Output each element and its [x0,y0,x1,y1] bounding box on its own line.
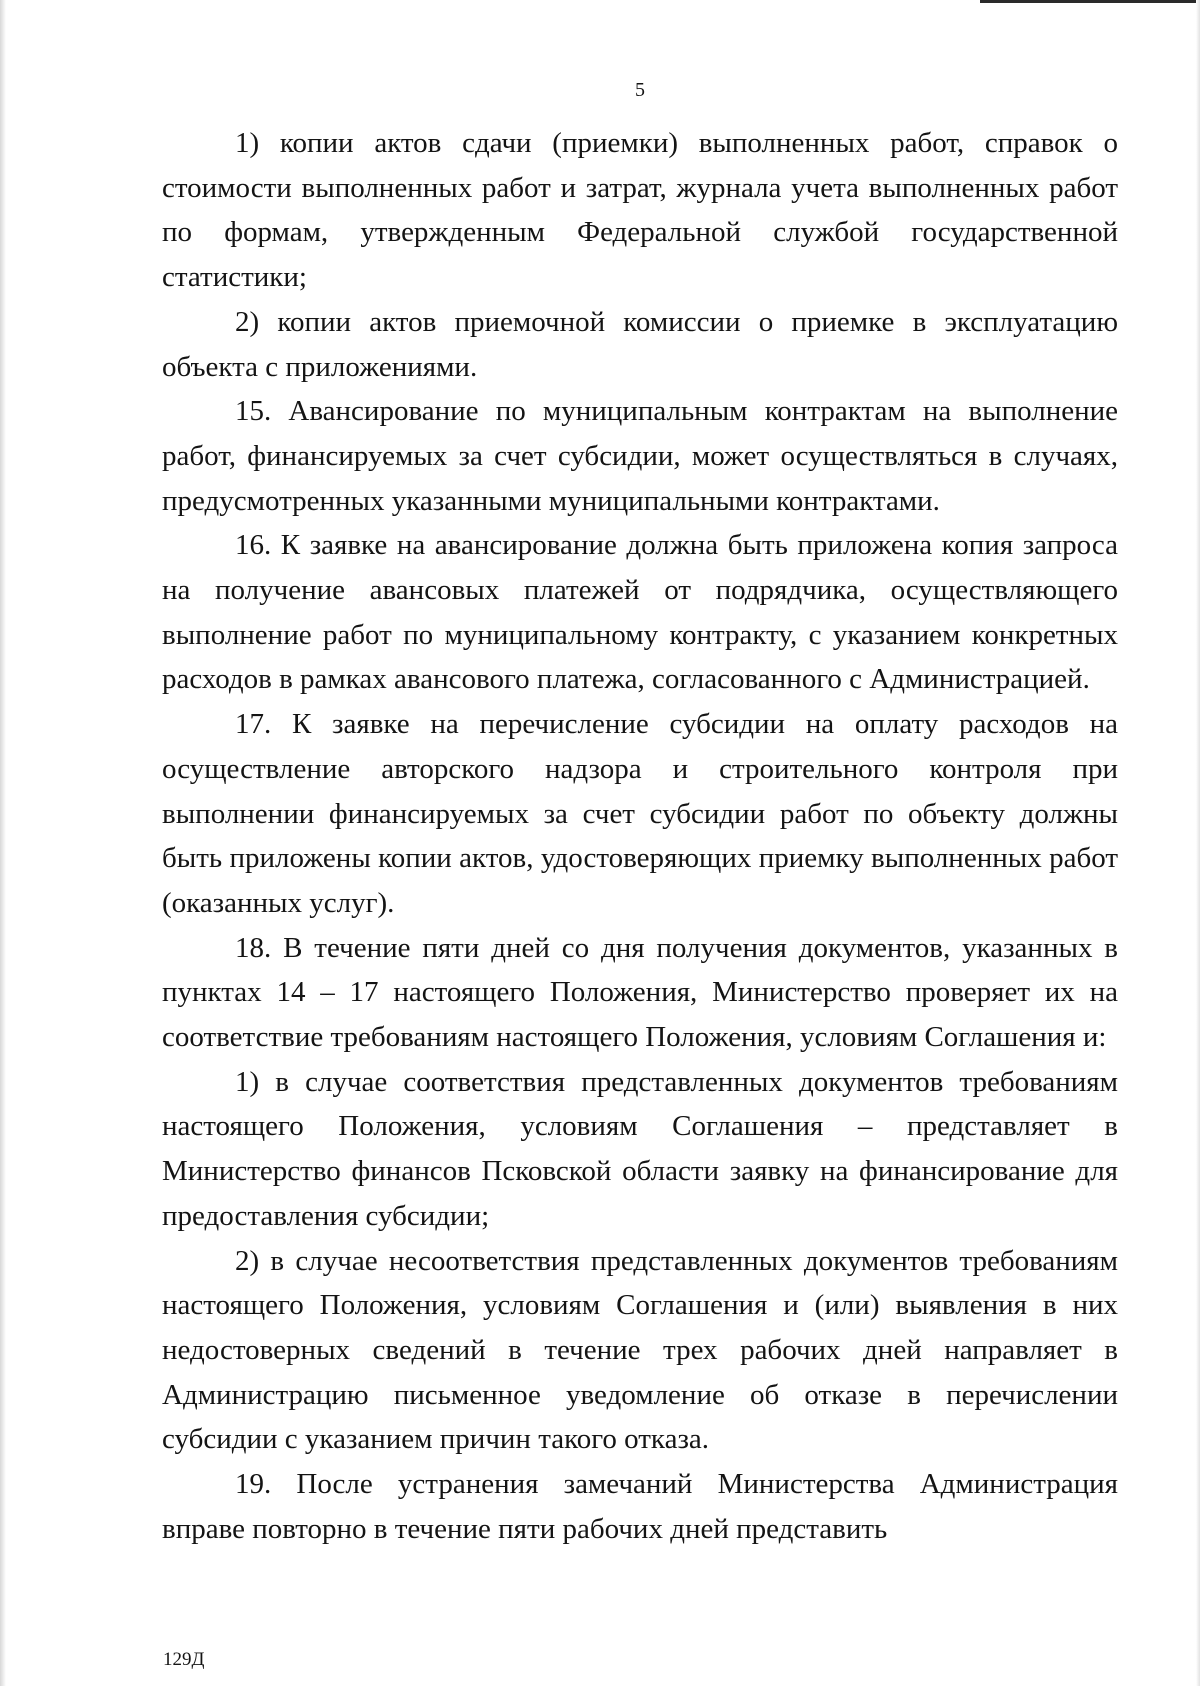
paragraph-clause-18: 18. В течение пяти дней со дня получения документов, указанных в пунктах 14 – 17 настоящего Положения, Министерство проверяет их на соответствие требованиям настоящего Положения, условиям Соглашения и: [162,931,1118,1054]
top-edge-rule [980,0,1200,3]
footer-document-code: 129Д [163,1649,205,1670]
paragraph-clause-18-subitem-2: 2) в случае несоответствия представленных документов требованиям настоящего Положения, условиям Соглашения и (или) выявления в них недостоверных сведений в течение трех рабочих дней направляет в Администрацию письменное уведомление об отказе в перечислении субсидии с указанием причин такого отказа. [162,1244,1118,1456]
paragraph-clause-15: 15. Авансирование по муниципальным контрактам на выполнение работ, финансируемых за счет субсидии, может осуществляться в случаях, предусмотренных указанными муниципальными контрактами. [162,395,1118,517]
paragraph-clause-16: 16. К заявке на авансирование должна быть приложена копия запроса на получение авансовых платежей от подрядчика, осуществляющего выполнение работ по муниципальному контракту, с указанием конкретных расходов в рамках авансового платежа, согласованного с Администрацией. [162,529,1118,696]
page-number: 5 [635,79,645,101]
scan-left-edge [0,0,6,1686]
paragraph-clause-19: 19. После устранения замечаний Министерства Администрация вправе повторно в течение пяти рабочих дней представить [162,1468,1118,1545]
paragraph-2-subitem-2: 2) копии актов приемочной комиссии о приемке в эксплуатацию объекта с приложениями. [162,305,1118,383]
document-body [162,121,1118,1552]
paragraph-clause-17: 17. К заявке на перечисление субсидии на оплату расходов на осуществление авторского надзора и строительного контроля при выполнении финансируемых за счет субсидии работ по объекту должны быть приложены копии актов, удостоверяющих приемку выполненных работ (оказанных услуг). [162,708,1118,919]
scan-right-edge [1196,0,1200,1686]
paragraph-clause-18-subitem-1: 1) в случае соответствия представленных документов требованиям настоящего Положения, условиям Соглашения – представляет в Министерство финансов Псковской области заявку на финансирование для предоставления субсидии; [162,1065,1118,1232]
paragraph-1-subitem-1: 1) копии актов сдачи (приемки) выполненных работ, справок о стоимости выполненных работ и затрат, журнала учета выполненных работ по формам, утвержденным Федеральной службой государственной статистики; [162,127,1118,294]
